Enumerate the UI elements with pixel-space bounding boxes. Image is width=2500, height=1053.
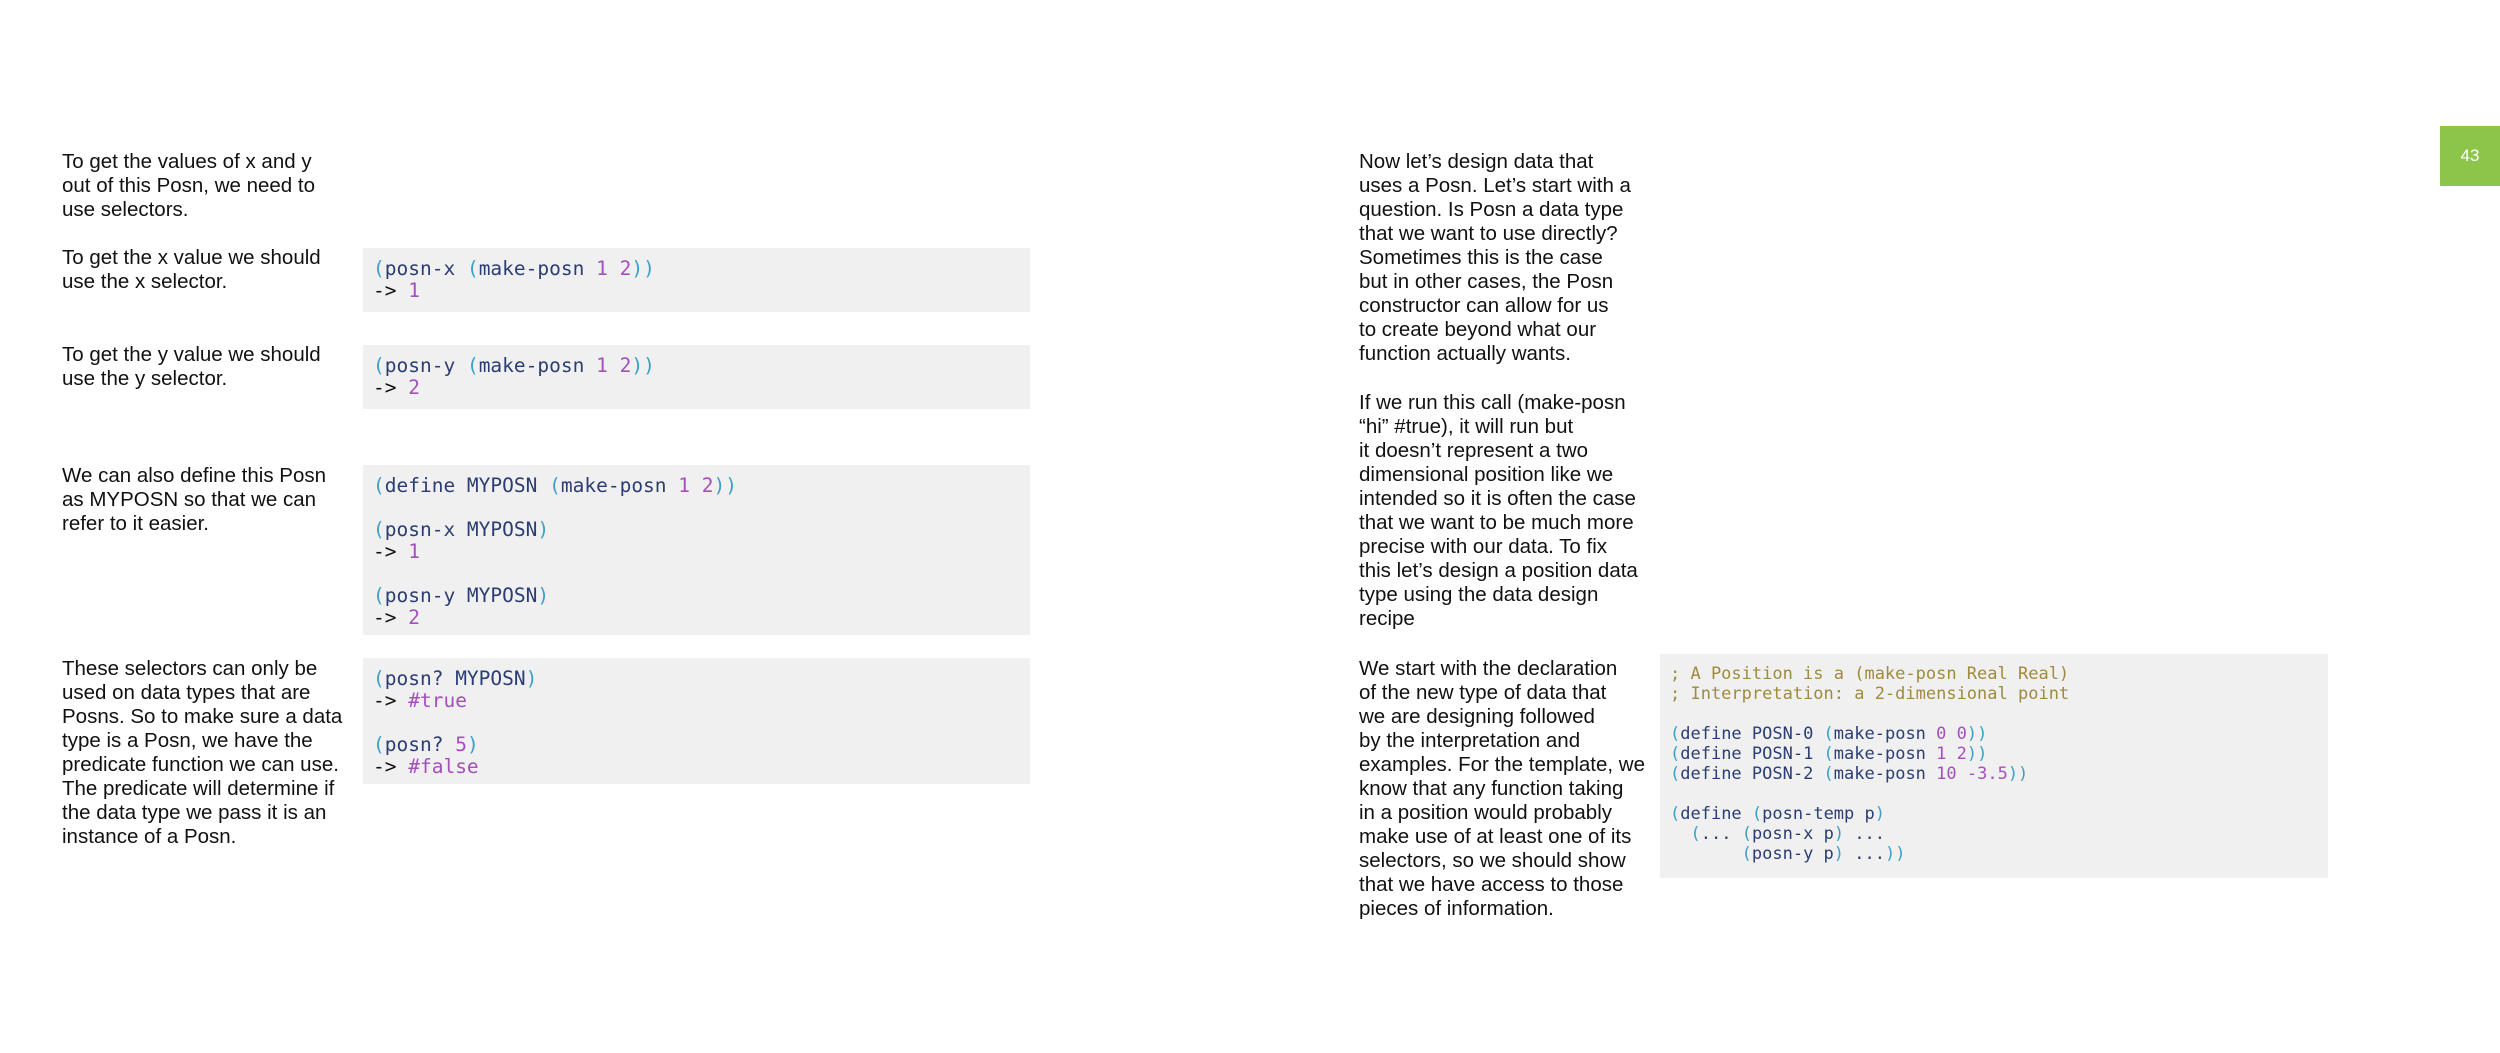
code-line xyxy=(373,541,1020,563)
code-token: define POSN-2 xyxy=(1680,764,1824,784)
code-token: ( xyxy=(1670,744,1681,764)
code-token: ... xyxy=(1844,844,1885,864)
code-line xyxy=(373,756,1020,778)
code-line xyxy=(373,519,1020,541)
code-token: 1 xyxy=(408,279,420,302)
code-token: define POSN-0 xyxy=(1680,724,1824,744)
code-token: ... xyxy=(1700,824,1742,844)
code-token: 10 -3.5 xyxy=(1936,764,2008,784)
code-line xyxy=(1670,784,2318,804)
code-token: )) xyxy=(631,354,655,377)
code-token: ( xyxy=(1823,744,1834,764)
code-token: ( xyxy=(549,474,561,497)
code-line xyxy=(373,258,1020,280)
code-token: 5 xyxy=(455,733,467,756)
code-token: ) xyxy=(525,667,538,690)
code-line xyxy=(373,734,1020,756)
code-token: -> xyxy=(373,689,409,712)
code-token: ( xyxy=(373,474,385,497)
code-token: ) xyxy=(537,518,550,541)
left-paragraph-x-selector: To get the x value we should use the x selector. xyxy=(62,246,321,293)
code-line xyxy=(1670,724,2318,744)
code-token: ( xyxy=(373,584,385,607)
code-token: ( xyxy=(1741,824,1752,844)
code-line xyxy=(373,585,1020,607)
code-line xyxy=(373,712,1020,734)
code-token: 0 0 xyxy=(1936,724,1967,744)
code-token: ( xyxy=(1751,804,1763,824)
code-token: -> xyxy=(373,540,409,563)
code-token: posn-x MYPOSN xyxy=(384,518,538,541)
code-token: make-posn xyxy=(1833,744,1937,764)
code-block-posn-predicate xyxy=(363,658,1030,784)
code-line xyxy=(373,563,1020,585)
code-line xyxy=(1670,844,2318,864)
code-token: make-posn xyxy=(560,474,679,497)
code-block-position-definition xyxy=(1660,654,2328,878)
code-token: ( xyxy=(1823,724,1834,744)
code-token xyxy=(1670,844,1742,864)
code-token: posn? MYPOSN xyxy=(384,667,526,690)
code-block-posn-y xyxy=(363,345,1030,409)
code-token: posn? xyxy=(384,733,456,756)
code-line xyxy=(1670,764,2318,784)
code-line xyxy=(373,668,1020,690)
code-line xyxy=(373,377,1020,399)
code-line xyxy=(1670,804,2318,824)
code-block-define-myposn xyxy=(363,465,1030,635)
code-line xyxy=(373,355,1020,377)
code-token: ( xyxy=(373,667,385,690)
code-token: 2 xyxy=(408,606,420,629)
code-token: ... xyxy=(1844,824,1886,844)
left-paragraph-selectors-intro: To get the values of x and y out of this Posn, we need to use selectors. xyxy=(62,150,315,221)
code-token: )) xyxy=(1885,844,1906,864)
code-line xyxy=(373,280,1020,302)
code-token: )) xyxy=(713,474,737,497)
code-token: make-posn xyxy=(1833,764,1937,784)
code-token: 1 xyxy=(408,540,420,563)
code-token: ( xyxy=(1823,764,1834,784)
code-token: )) xyxy=(2007,764,2029,784)
code-token: ( xyxy=(1670,804,1681,824)
code-token: ( xyxy=(1670,764,1681,784)
code-line xyxy=(1670,824,2318,844)
code-token: make-posn xyxy=(1833,724,1937,744)
code-token: posn-y p xyxy=(1751,844,1834,864)
code-token: ( xyxy=(466,257,479,280)
code-token: -> xyxy=(373,606,409,629)
code-token: ( xyxy=(1670,724,1681,744)
code-token: ( xyxy=(373,733,385,756)
code-token: make-posn xyxy=(478,257,597,280)
code-line xyxy=(1670,664,2318,684)
code-token: ; Interpretation: a 2-dimensional point xyxy=(1670,684,2070,704)
code-token: ) xyxy=(466,733,479,756)
code-token: )) xyxy=(631,257,655,280)
code-token: posn-y MYPOSN xyxy=(384,584,538,607)
code-token: ( xyxy=(1741,844,1752,864)
code-token: ( xyxy=(1690,824,1701,844)
code-line xyxy=(1670,684,2318,704)
code-token: -> xyxy=(373,755,409,778)
code-token: ( xyxy=(373,518,385,541)
code-token: define MYPOSN xyxy=(384,474,550,497)
code-token: ) xyxy=(1874,804,1885,824)
right-paragraph-declaration: We start with the declaration of the new type of data that we are designing followed by the interpretation and examples. For the template, we know that any function taking in a position would probably make use of at least one of its selectors, so we should show that we have access to those pieces of information. xyxy=(1359,657,1645,920)
code-token: #true xyxy=(408,689,467,712)
code-token: posn-y xyxy=(384,354,467,377)
left-paragraph-predicate: These selectors can only be used on data types that are Posns. So to make sure a data type is a Posn, we have the predicate function we can use. The predicate will determine if the data type we pass it is an instance of a Posn. xyxy=(62,657,343,848)
code-token: define POSN-1 xyxy=(1680,744,1824,764)
code-token: ( xyxy=(373,257,385,280)
left-paragraph-y-selector: To get the y value we should use the y selector. xyxy=(62,343,321,390)
code-line xyxy=(373,690,1020,712)
code-token: make-posn xyxy=(478,354,597,377)
code-token: ( xyxy=(373,354,385,377)
code-token: ) xyxy=(537,584,550,607)
code-line xyxy=(373,607,1020,629)
code-token: #false xyxy=(408,755,479,778)
code-token: -> xyxy=(373,279,409,302)
code-token: ) xyxy=(1833,824,1845,844)
code-token: define xyxy=(1680,804,1752,824)
code-token: ) xyxy=(1833,844,1845,864)
code-token: posn-temp p xyxy=(1762,804,1875,824)
code-line xyxy=(1670,744,2318,764)
code-token: ; A Position is a (make-posn Real Real) xyxy=(1670,664,2070,684)
left-paragraph-define-myposn: We can also define this Posn as MYPOSN so that we can refer to it easier. xyxy=(62,464,326,535)
code-line xyxy=(373,497,1020,519)
code-token: 1 2 xyxy=(678,474,714,497)
code-token: posn-x p xyxy=(1751,824,1834,844)
code-token: 1 2 xyxy=(596,354,632,377)
code-token: 1 2 xyxy=(1936,744,1967,764)
code-block-posn-x xyxy=(363,248,1030,312)
code-line xyxy=(1670,704,2318,724)
right-paragraph-make-posn-call: If we run this call (make-posn “hi” #true), it will run but it doesn’t represent a two dimensional position like we intended so it is often the case that we want to be much more precise with our data. To fix this let’s design a position data type using the data design recipe xyxy=(1359,391,1638,630)
code-token: 2 xyxy=(408,376,420,399)
code-token xyxy=(1670,824,1690,844)
page-number: 43 xyxy=(2440,126,2500,186)
code-token: 1 2 xyxy=(596,257,632,280)
code-token: )) xyxy=(1966,744,1988,764)
right-paragraph-design-data: Now let’s design data that uses a Posn. Let’s start with a question. Is Posn a data type that we want to use directly? Sometimes this is the case but in other cases, the Posn constructor can allow for us to create beyond what our function actually wants. xyxy=(1359,150,1631,365)
code-token: )) xyxy=(1966,724,1988,744)
code-line xyxy=(373,475,1020,497)
code-token: -> xyxy=(373,376,409,399)
code-token: posn-x xyxy=(384,257,467,280)
code-token: ( xyxy=(466,354,479,377)
